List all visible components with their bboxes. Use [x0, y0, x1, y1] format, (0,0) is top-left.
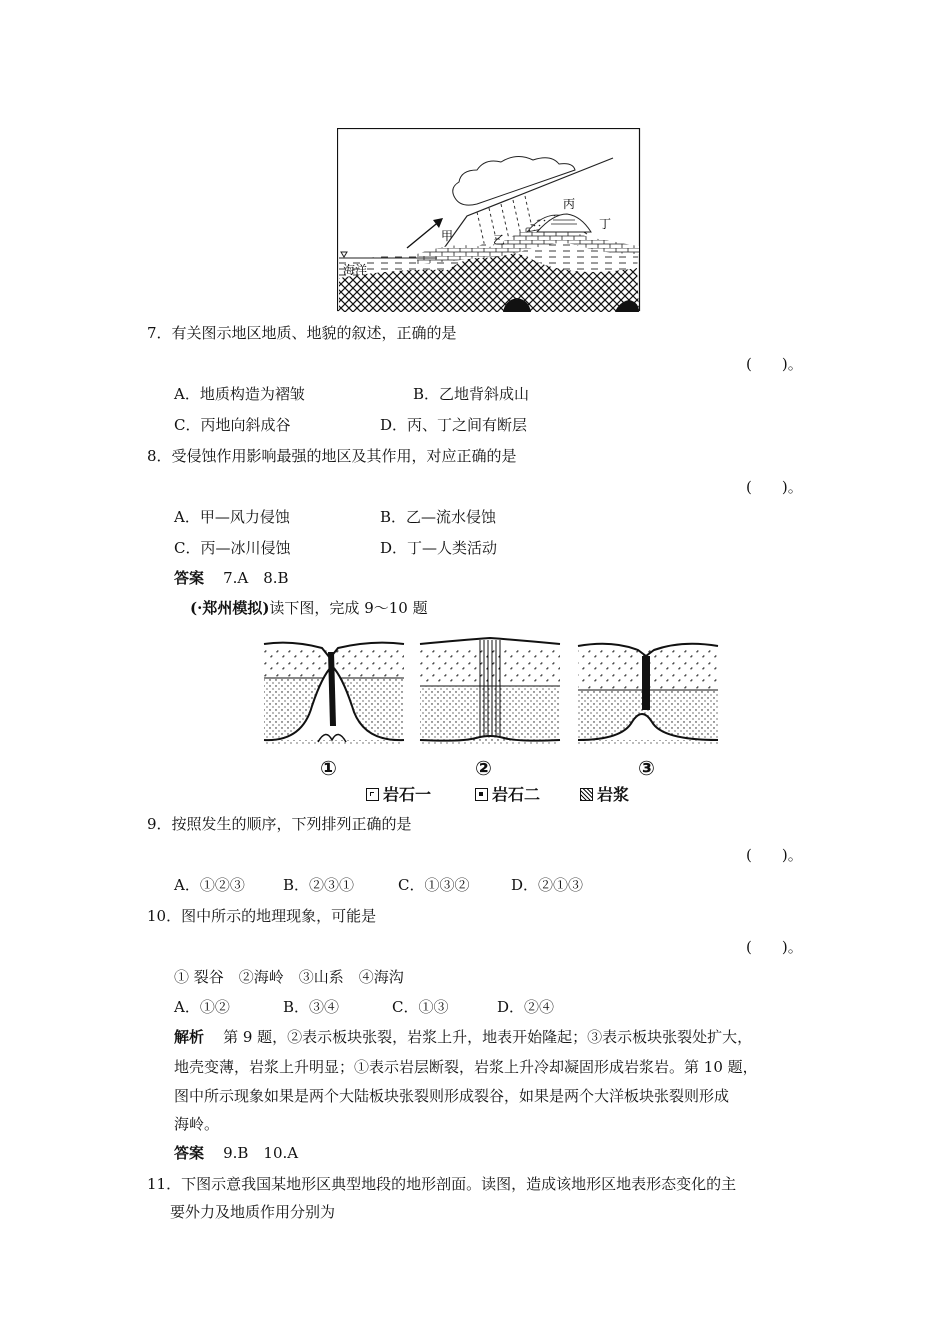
answer-label: 答案: [174, 569, 205, 587]
legend-magma: [580, 782, 629, 805]
legend-magma-swatch: [580, 788, 593, 801]
q9-option-d: D．②①③: [511, 876, 584, 894]
answer-9-10: [174, 1143, 298, 1163]
q7-option-d: D．丙、丁之间有断层: [380, 416, 528, 434]
legend-rock-1: [366, 782, 431, 805]
panel-1-diagram: [264, 643, 404, 744]
q7-option-c: C．丙地向斜成谷: [174, 416, 291, 434]
q7-answer-paren: ( )。: [746, 355, 803, 373]
q10-stem: 10．图中所示的地理现象，可能是: [147, 907, 377, 925]
q10-answer-paren: ( )。: [746, 938, 803, 956]
panel-3-diagram: [578, 644, 718, 744]
plate-rift-figure: [262, 636, 722, 754]
panel-3-label: ③: [638, 756, 655, 780]
label-jia: 甲: [441, 229, 454, 243]
q7-stem: 7．有关图示地区地质、地貌的叙述，正确的是: [147, 324, 457, 342]
q10-option-a: A．①②: [174, 998, 230, 1016]
q10-option-d: D．②④: [497, 998, 555, 1016]
intro-9-10: [190, 598, 428, 618]
legend-rock-2-label: 岩石二: [492, 785, 541, 804]
q8-stem: 8．受侵蚀作用影响最强的地区及其作用，对应正确的是: [147, 447, 517, 465]
answer-text: 7.A 8.B: [223, 569, 289, 587]
label-bing: 丙: [563, 197, 576, 211]
panel-1-label: ①: [320, 756, 337, 780]
legend-rock-1-swatch: [366, 788, 379, 801]
q10-items: ① 裂谷 ②海岭 ③山系 ④海沟: [174, 968, 404, 986]
legend-magma-label: 岩浆: [597, 785, 630, 804]
answer-text-2: 9.B 10.A: [223, 1144, 299, 1162]
q8-option-d: D．丁—人类活动: [380, 539, 498, 557]
q8-option-c: C．丙—冰川侵蚀: [174, 539, 291, 557]
q8-answer-paren: ( )。: [746, 478, 803, 496]
q10-option-c: C．①③: [392, 998, 449, 1016]
q8-option-b: B．乙—流水侵蚀: [380, 508, 497, 526]
q10-option-b: B．③④: [283, 998, 340, 1016]
answer-7-8: [174, 568, 289, 588]
q8-option-a: A．甲—风力侵蚀: [174, 508, 290, 526]
legend-rock-2: [475, 782, 540, 805]
panel-2-label: ②: [475, 756, 492, 780]
analysis-line-2: 地壳变薄，岩浆上升明显；①表示岩层断裂，岩浆上升冷却凝固形成岩浆岩。第 10 题，: [174, 1058, 758, 1076]
legend-rock-2-swatch: [475, 788, 488, 801]
q9-option-a: A．①②③: [174, 876, 245, 894]
source-note: (·郑州模拟): [190, 599, 270, 617]
analysis-line-3: 图中所示现象如果是两个大陆板块张裂则形成裂谷，如果是两个大洋板块张裂则形成: [174, 1087, 730, 1105]
intro-text: 读下图，完成 9～10 题: [269, 599, 428, 617]
label-ding: 丁: [599, 217, 612, 231]
q11-stem-line-1: 11．下图示意我国某地形区典型地段的地形剖面。读图，造成该地形区地表形态变化的主: [147, 1175, 737, 1193]
q9-option-c: C．①③②: [398, 876, 470, 894]
q9-answer-paren: ( )。: [746, 846, 803, 864]
answer-label-2: 答案: [174, 1144, 205, 1162]
legend-rock-1-label: 岩石一: [383, 785, 432, 804]
q9-option-b: B．②③①: [283, 876, 355, 894]
label-ocean: 海洋: [343, 263, 368, 277]
q7-option-b: B．乙地背斜成山: [413, 385, 530, 403]
q7-option-a: A．地质构造为褶皱: [174, 385, 305, 403]
label-yi: 乙: [493, 233, 506, 247]
geology-cross-section-figure: [337, 128, 641, 312]
panel-2-diagram: [420, 638, 560, 744]
q9-stem: 9．按照发生的顺序，下列排列正确的是: [147, 815, 412, 833]
analysis-line-4: 海岭。: [174, 1115, 220, 1133]
analysis-label: 解析: [174, 1028, 205, 1046]
q11-stem-line-2: 要外力及地质作用分别为: [170, 1203, 336, 1221]
analysis-text-1: 第 9 题，②表示板块张裂，岩浆上升，地表开始隆起；③表示板块张裂处扩大，: [223, 1028, 753, 1046]
analysis-line-1: [174, 1027, 752, 1047]
